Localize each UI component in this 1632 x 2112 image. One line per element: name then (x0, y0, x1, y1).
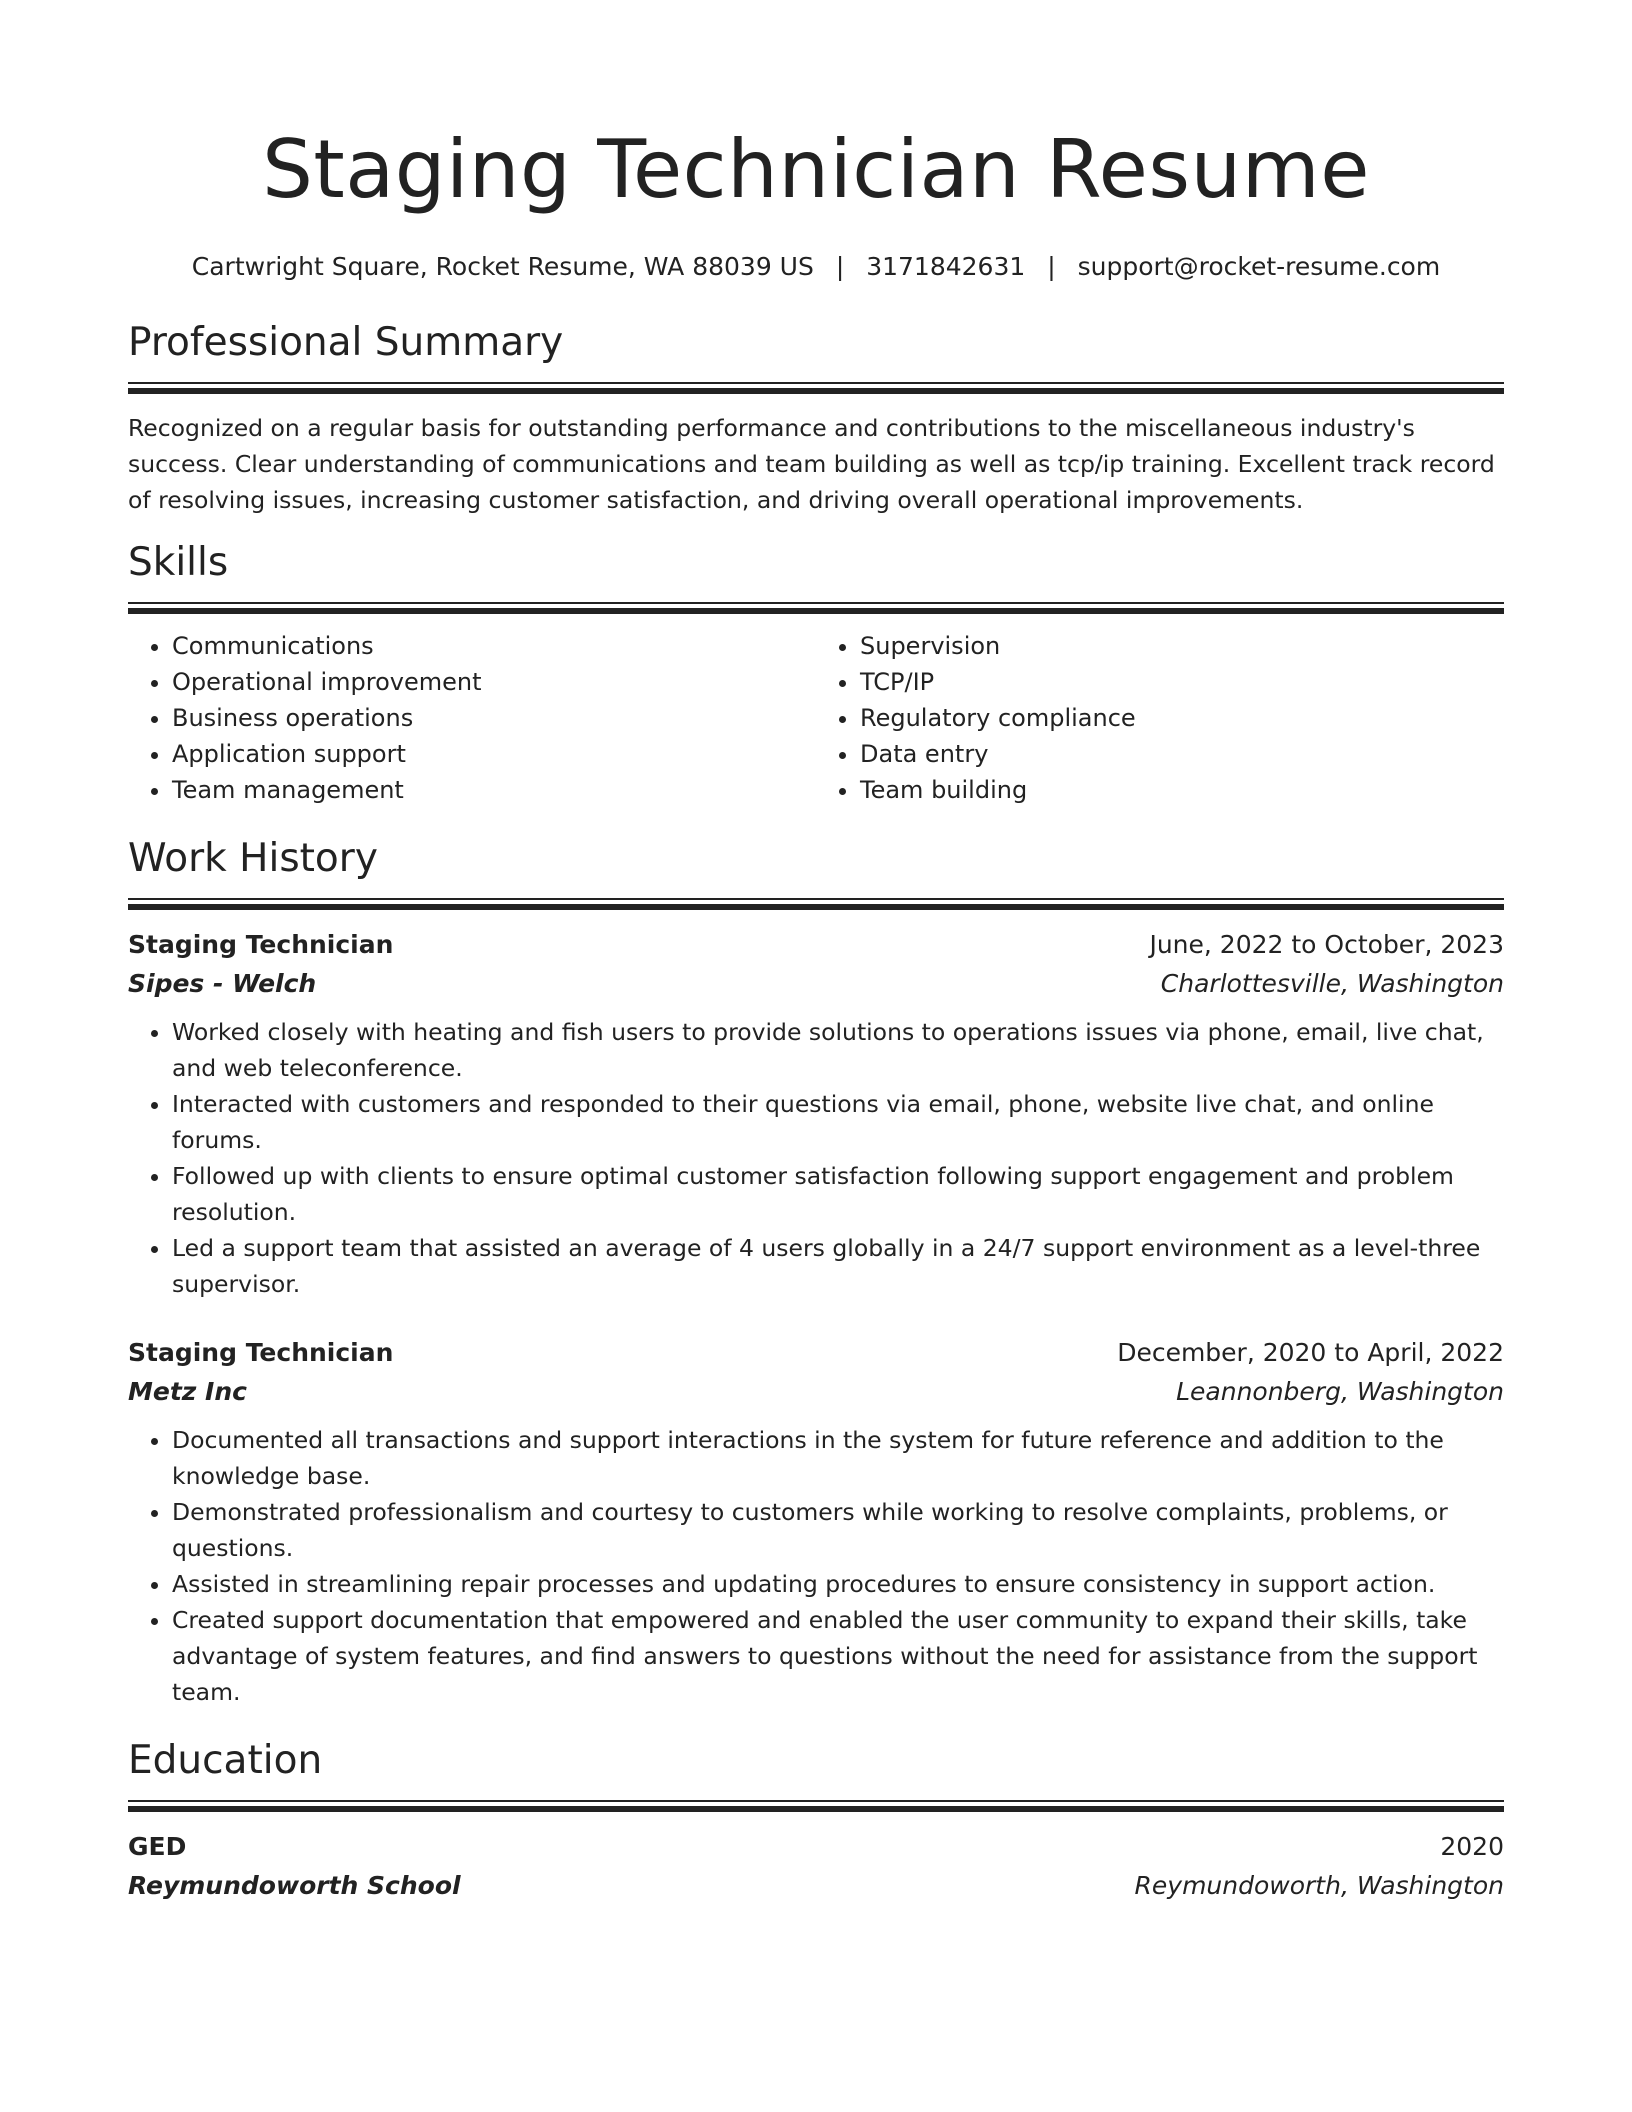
contact-separator: | (1047, 252, 1056, 281)
skill-item: • Data entry (860, 736, 1504, 772)
job-bullet: • Worked closely with heating and fish users to provide solutions to operations issues via phone, email, live chat, and web teleconference. (172, 1014, 1504, 1086)
job-bullet: • Created support documentation that empowered and enabled the user community to expand their skills, take advantage of system features, and find answers to questions without the need for assistance from the support team. (172, 1602, 1504, 1710)
skills-column-right (816, 628, 1504, 808)
skill-item: • Regulatory compliance (860, 700, 1504, 736)
skill-item: • Operational improvement (172, 664, 816, 700)
section-divider (128, 382, 1504, 394)
job-bullet: • Documented all transactions and support interactions in the system for future reference and addition to the knowledge base. (172, 1422, 1504, 1494)
education-school: Reymundoworth School (128, 1871, 461, 1900)
section-divider (128, 898, 1504, 910)
contact-separator: | (835, 252, 845, 281)
job-dates: December, 2020 to April, 2022 (1117, 1338, 1504, 1367)
skills-column-left (128, 628, 816, 808)
education-entry (128, 1828, 1504, 1906)
education-section (128, 1736, 1504, 1906)
skills-heading: Skills (128, 540, 229, 585)
skills-list (128, 628, 1504, 808)
contact-address: Cartwright Square, Rocket Resume, WA 88039 US (191, 252, 814, 281)
skill-item: • Team building (860, 772, 1504, 808)
skill-item: • Communications (172, 628, 816, 664)
job-dates: June, 2022 to October, 2023 (1149, 930, 1504, 959)
job-location: Leannonberg, Washington (1176, 1377, 1504, 1406)
contact-email: support@rocket-resume.com (1077, 252, 1441, 281)
summary-section (128, 318, 1504, 518)
resume-page (128, 0, 1504, 1906)
job-bullet: • Interacted with customers and responded to their questions via email, phone, website live chat, and online forums. (172, 1086, 1504, 1158)
job-company: Sipes - Welch (128, 969, 317, 998)
summary-text: Recognized on a regular basis for outstanding performance and contributions to the miscellaneous industry's success. Clear understanding of communications and team building as well as tcp/ip training. Excellent track record of resolving issues, increasing customer satisfaction, and driving overall operational improvements. (128, 414, 1495, 514)
skill-item: • Team management (172, 772, 816, 808)
education-year: 2020 (1440, 1832, 1504, 1861)
job-bullet: • Assisted in streamlining repair processes and updating procedures to ensure consistency in support action. (172, 1566, 1504, 1602)
job-bullet: • Followed up with clients to ensure optimal customer satisfaction following support engagement and problem resolution. (172, 1158, 1504, 1230)
work-history-heading: Work History (128, 836, 378, 881)
contact-phone: 3171842631 (866, 252, 1026, 281)
job-subheader (128, 964, 1504, 1004)
education-heading: Education (128, 1738, 323, 1783)
resume-title: Staging Technician Resume (262, 123, 1370, 216)
job-entry (128, 926, 1504, 1302)
education-subheader (128, 1866, 1504, 1906)
job-bullet: • Led a support team that assisted an average of 4 users globally in a 24/7 support environment as a level-three supervisor. (172, 1230, 1504, 1302)
skill-item: • TCP/IP (860, 664, 1504, 700)
job-subheader (128, 1372, 1504, 1412)
section-divider (128, 1800, 1504, 1812)
education-header (128, 1828, 1504, 1866)
job-header (128, 1334, 1504, 1372)
section-divider (128, 602, 1504, 614)
education-location: Reymundoworth, Washington (1134, 1871, 1504, 1900)
job-location: Charlottesville, Washington (1160, 969, 1504, 998)
skill-item: • Supervision (860, 628, 1504, 664)
skills-section (128, 538, 1504, 808)
contact-line (128, 250, 1504, 284)
summary-heading: Professional Summary (128, 320, 564, 365)
skill-item: • Business operations (172, 700, 816, 736)
work-history-section (128, 834, 1504, 1710)
job-title: Staging Technician (128, 930, 394, 959)
job-bullet: • Demonstrated professionalism and courtesy to customers while working to resolve complaints, problems, or questions. (172, 1494, 1504, 1566)
skill-item: • Application support (172, 736, 816, 772)
job-title: Staging Technician (128, 1338, 394, 1367)
job-company: Metz Inc (128, 1377, 247, 1406)
job-entry (128, 1334, 1504, 1710)
education-degree: GED (128, 1832, 187, 1861)
job-header (128, 926, 1504, 964)
job-bullets (128, 1422, 1504, 1710)
job-bullets (128, 1014, 1504, 1302)
